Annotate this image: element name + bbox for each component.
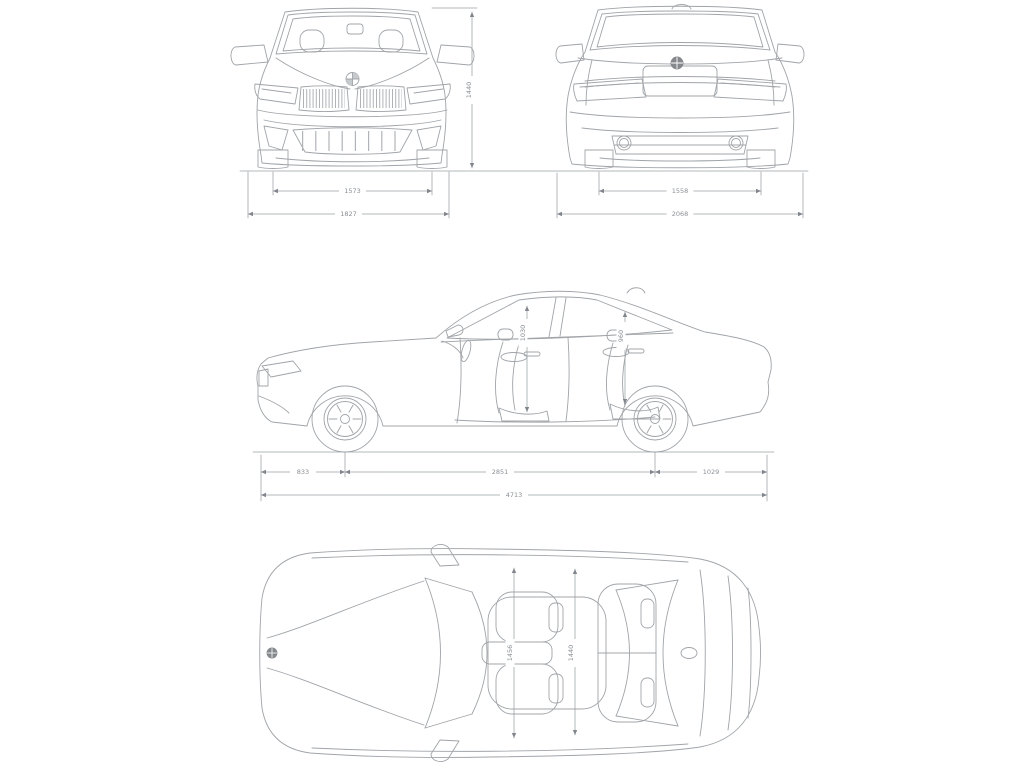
rear-window-inner: [597, 14, 763, 47]
front-seat-headrest: [498, 329, 513, 340]
center-console: [482, 642, 552, 664]
rear-lower-lip: [600, 158, 760, 161]
rear-bumper-line: [570, 112, 790, 118]
exhaust-right-inner: [732, 139, 741, 148]
bmw-roundel-top-icon: [267, 648, 277, 658]
steering-wheel: [459, 339, 472, 362]
rear-door-cut: [566, 337, 569, 421]
taillight-right-detail: [721, 83, 780, 87]
rear-width-label: 2068: [671, 210, 689, 218]
front-rear-dimensions: [240, 8, 808, 219]
hood-crease-right: [355, 58, 429, 89]
front-seat-cushion: [499, 408, 549, 421]
front-fender-detail: [501, 353, 527, 362]
top-view-drawing: [260, 545, 761, 762]
front-lower-intake: [293, 128, 412, 155]
front-seat-top-left-headrest: [549, 603, 563, 632]
cabin-width-rear-label: 1440: [567, 644, 575, 662]
side-intake-right: [417, 126, 441, 150]
roof-antenna-fin: [627, 288, 645, 293]
front-track-label: 1573: [344, 187, 361, 195]
rear-headroom-label: 960: [617, 329, 625, 343]
headlight-left-detail: [262, 89, 291, 93]
taillight-right: [714, 79, 786, 101]
hood-crease-lower: [267, 668, 424, 725]
taillight-left-detail: [580, 83, 639, 87]
front-seat-top-right-headrest: [549, 674, 563, 703]
rear-headrest-lower: [641, 678, 654, 707]
door-mirror-left: [231, 45, 268, 65]
top-belt-upper: [312, 555, 688, 562]
rear-view-drawing: [556, 5, 804, 169]
rear-mirror-left: [556, 44, 584, 63]
hood-crease-upper: [267, 581, 424, 638]
b-pillar: [549, 298, 566, 337]
taillight-left: [574, 79, 646, 101]
front-windshield-inner: [283, 16, 420, 51]
a-pillar-lower: [425, 714, 472, 728]
exhaust-left-inner: [620, 139, 629, 148]
dashboard-line: [442, 341, 463, 358]
beltline: [441, 333, 673, 342]
bumper-side-line: [259, 396, 289, 413]
c-pillar-upper: [616, 580, 678, 590]
shark-fin-antenna: [681, 648, 697, 659]
height-dim-label: 1440: [465, 81, 473, 99]
headlight-right-detail: [414, 89, 443, 93]
cabin-width-front-label: 1456: [506, 644, 514, 662]
front-tire-left: [258, 150, 288, 169]
rear-headrest-upper: [641, 599, 654, 628]
side-glasshouse: [447, 297, 672, 339]
rear-window: [590, 11, 770, 50]
license-plate-recess: [643, 66, 717, 96]
roof-front-arc: [472, 592, 487, 714]
front-bumper-line: [258, 110, 447, 117]
front-headroom-label: 1030: [519, 324, 527, 342]
overall-length-label: 4713: [505, 491, 523, 499]
rear-mirror-right: [776, 44, 804, 63]
mirror-top-lower: [431, 740, 459, 761]
rear-bumper-line2: [582, 128, 778, 133]
headlight-left: [255, 84, 298, 104]
door-handle-rear: [628, 349, 644, 353]
windshield-base-arc: [425, 578, 441, 728]
bmw-roundel-rear-icon: [671, 57, 683, 69]
rear-glass-base-arc: [663, 580, 678, 726]
bmw-roundel-icon: [346, 73, 359, 86]
rear-edge-inner: [748, 588, 751, 718]
side-dimensions: [253, 452, 774, 501]
wheelbase-label: 2851: [491, 468, 509, 476]
top-belt-lower: [312, 744, 688, 751]
trunk-cut-line: [700, 570, 705, 736]
mirror-top-upper: [431, 545, 459, 566]
antenna-fin: [672, 5, 691, 10]
trunk-accent1: [585, 77, 775, 82]
c-pillar-lower: [616, 716, 678, 726]
front-overhang-label: 833: [296, 468, 310, 476]
rear-body-outline: [566, 6, 793, 168]
front-view-drawing: [231, 8, 474, 168]
trunk-spoiler-edge: [728, 576, 733, 730]
front-lower-lip: [276, 158, 429, 162]
hood-crease-left: [276, 58, 350, 89]
a-pillar-upper: [425, 578, 472, 592]
rear-track-label: 1558: [671, 187, 689, 195]
side-view-drawing: [257, 288, 771, 452]
front-bumper-line2: [264, 120, 441, 127]
rearview-mirror: [347, 24, 363, 34]
front-width-label: 1827: [340, 210, 357, 218]
side-intake-left: [264, 126, 288, 150]
floor-line: [455, 417, 655, 422]
door-mirror-right: [437, 45, 474, 65]
rear-overhang-label: 1029: [702, 468, 720, 476]
